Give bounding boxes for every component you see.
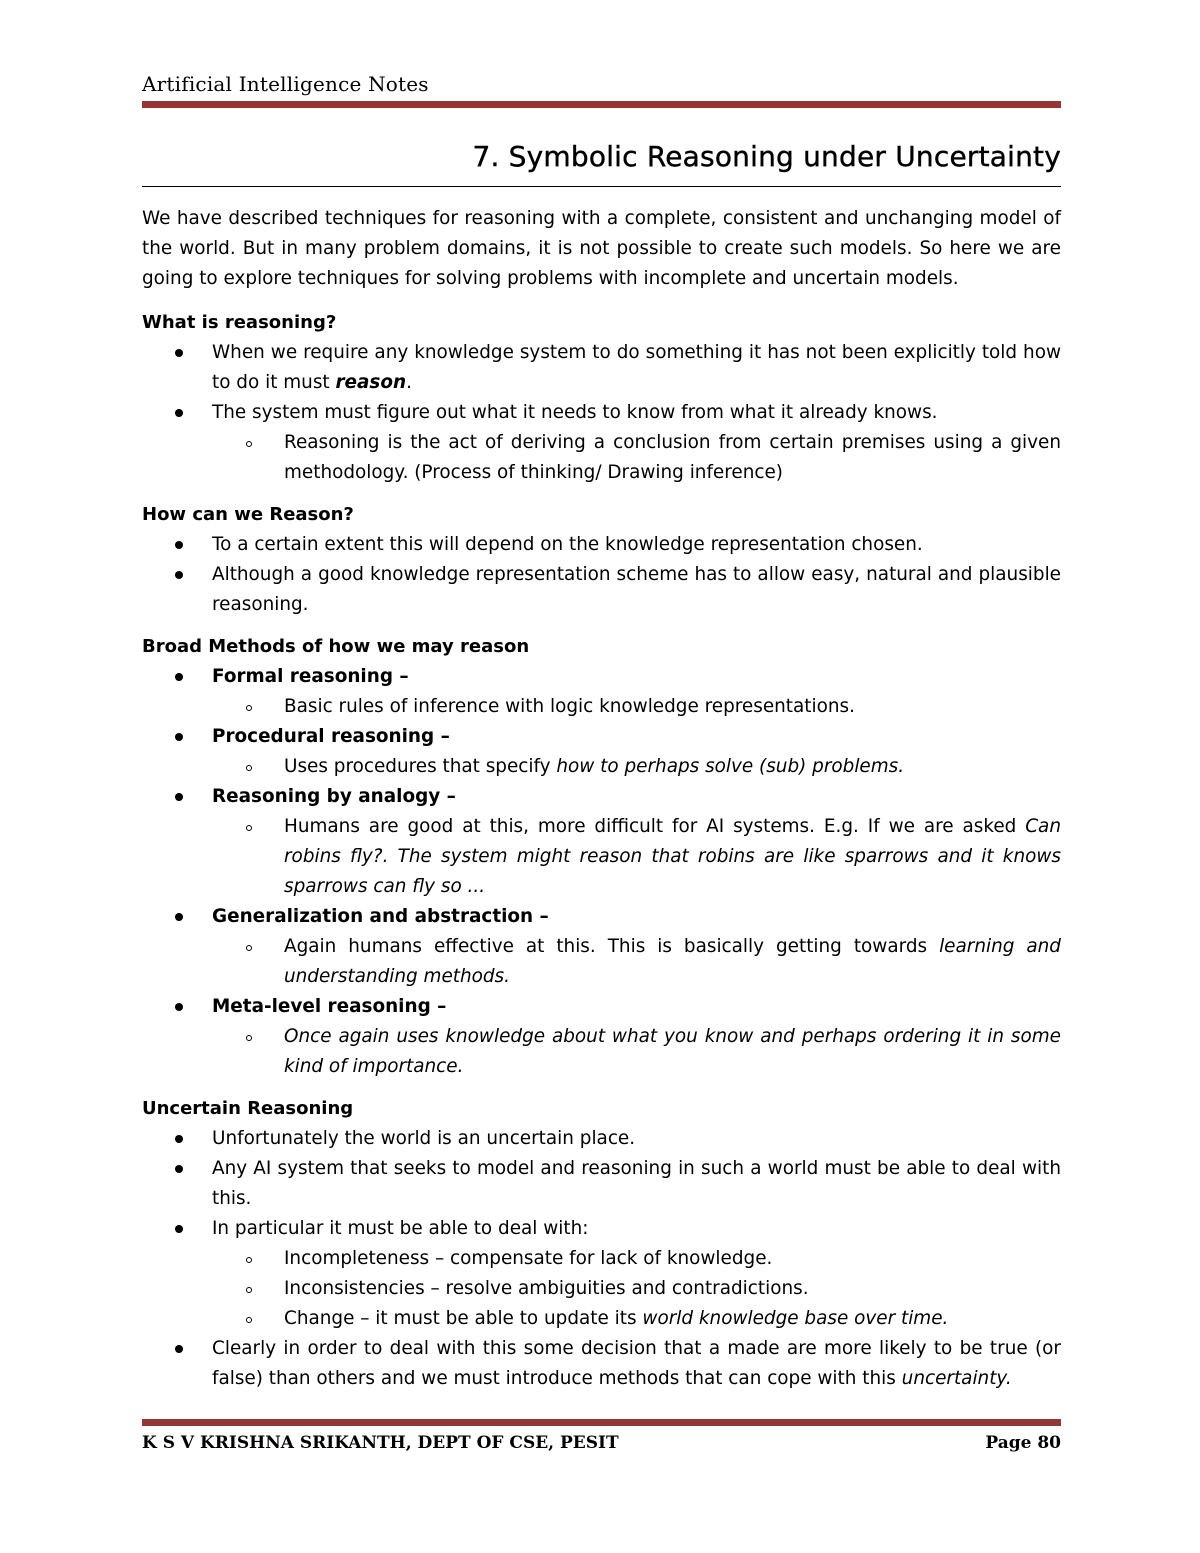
section-heading: How can we Reason? bbox=[142, 504, 354, 525]
list-item: Any AI system that seeks to model and reasoning in such a world must be able to deal with this. bbox=[142, 1154, 1061, 1214]
list-item: Procedural reasoning – bbox=[142, 722, 1061, 752]
bullet-list bbox=[142, 1124, 1061, 1394]
section-heading: What is reasoning? bbox=[142, 312, 337, 333]
sub-list-item: Change – it must be able to update its world knowledge base over time. bbox=[142, 1304, 1061, 1334]
sub-list-item bbox=[142, 1022, 1061, 1082]
sub-list-item: Uses procedures that specify how to perhaps solve (sub) problems. bbox=[142, 752, 1061, 782]
footer-author: K S V KRISHNA SRIKANTH, DEPT OF CSE, PESIT bbox=[142, 1433, 619, 1453]
emphasis-text: Once again uses knowledge about what you know and perhaps ordering it in some kind of importance. bbox=[284, 1026, 1061, 1077]
sub-list-item: Humans are good at this, more difficult for AI systems. E.g. If we are asked Can robins fly?. The system might reason that robins are like sparrows and it knows sparrows can fly so ... bbox=[142, 812, 1061, 902]
list-item: The system must figure out what it needs to know from what it already knows. bbox=[142, 398, 1061, 428]
page-content bbox=[142, 204, 1061, 1406]
emphasis-text: how to perhaps solve (sub) problems. bbox=[556, 756, 905, 777]
list-item: When we require any knowledge system to do something it has not been explicitly told how to do it must reason. bbox=[142, 338, 1061, 398]
section-heading: Broad Methods of how we may reason bbox=[142, 636, 530, 657]
footer-page-number: Page 80 bbox=[985, 1433, 1061, 1453]
chapter-title-underline bbox=[142, 186, 1061, 187]
header-rule bbox=[142, 101, 1061, 108]
section-how-can-we-reason bbox=[142, 500, 1061, 620]
section-heading: Uncertain Reasoning bbox=[142, 1098, 354, 1119]
bullet-list bbox=[142, 662, 1061, 1082]
list-item: Although a good knowledge representation scheme has to allow easy, natural and plausible reasoning. bbox=[142, 560, 1061, 620]
emphasis-text: world knowledge base over time. bbox=[642, 1308, 949, 1329]
emphasis-text: Can robins fly?. The system might reason that robins are like sparrows and it knows sparrows can fly so ... bbox=[284, 816, 1061, 897]
bullet-list bbox=[142, 338, 1061, 488]
header-title: Artificial Intelligence Notes bbox=[142, 72, 429, 96]
list-item: In particular it must be able to deal with: bbox=[142, 1214, 1061, 1244]
list-item: Clearly in order to deal with this some decision that a made are more likely to be true (or false) than others and we must introduce methods that can cope with this uncertainty. bbox=[142, 1334, 1061, 1394]
intro-paragraph: We have described techniques for reasoning with a complete, consistent and unchanging model of the world. But in many problem domains, it is not possible to create such models. So here we are going to explore techniques for solving problems with incomplete and uncertain models. bbox=[142, 208, 1061, 289]
list-item: Formal reasoning – bbox=[142, 662, 1061, 692]
emphasis-text: uncertainty. bbox=[901, 1368, 1012, 1389]
sub-list-item: Basic rules of inference with logic knowledge representations. bbox=[142, 692, 1061, 722]
sub-list-item: Again humans effective at this. This is basically getting towards learning and understanding methods. bbox=[142, 932, 1061, 992]
section-uncertain-reasoning bbox=[142, 1094, 1061, 1394]
bullet-list bbox=[142, 530, 1061, 620]
list-item: Unfortunately the world is an uncertain place. bbox=[142, 1124, 1061, 1154]
section-what-is-reasoning bbox=[142, 308, 1061, 488]
footer-rule bbox=[142, 1419, 1061, 1426]
list-item: Reasoning by analogy – bbox=[142, 782, 1061, 812]
sub-list-item: Reasoning is the act of deriving a conclusion from certain premises using a given methodology. (Process of thinking/ Drawing inference) bbox=[142, 428, 1061, 488]
list-item: To a certain extent this will depend on the knowledge representation chosen. bbox=[142, 530, 1061, 560]
emphasis-text: learning and understanding methods. bbox=[284, 936, 1061, 987]
sub-list-item: Incompleteness – compensate for lack of knowledge. bbox=[142, 1244, 1061, 1274]
list-item: Generalization and abstraction – bbox=[142, 902, 1061, 932]
emphasis-text: reason bbox=[335, 372, 407, 393]
chapter-title: 7. Symbolic Reasoning under Uncertainty bbox=[472, 140, 1061, 173]
sub-list-item: Inconsistencies – resolve ambiguities and contradictions. bbox=[142, 1274, 1061, 1304]
list-item: Meta-level reasoning – bbox=[142, 992, 1061, 1022]
section-broad-methods bbox=[142, 632, 1061, 1082]
